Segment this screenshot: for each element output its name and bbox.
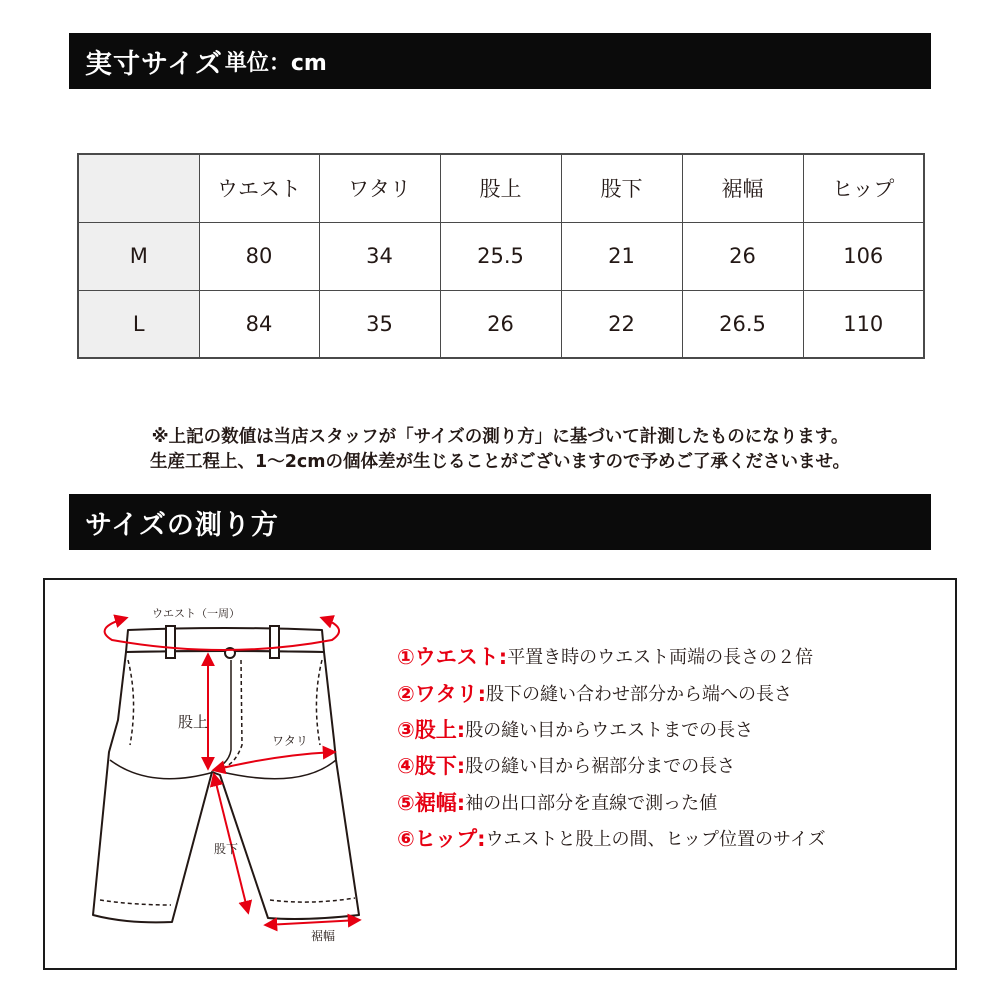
- table-cell: 22: [561, 290, 682, 358]
- legend-term: ⑥ヒップ:: [397, 827, 486, 852]
- table-header-cell: ウエスト: [199, 154, 319, 222]
- label-hem: 裾幅: [311, 929, 336, 943]
- table-cell: 80: [199, 222, 319, 290]
- table-cell: 26: [682, 222, 803, 290]
- legend-term: ②ワタリ:: [397, 681, 486, 706]
- size-header-title: 実寸サイズ: [85, 48, 223, 80]
- legend-desc: 股の縫い目からウエストまでの長さ: [465, 719, 754, 741]
- legend-item-hip: [397, 820, 826, 856]
- label-rise: 股上: [178, 713, 209, 731]
- legend-item-hem: [397, 784, 826, 820]
- size-label-cell: M: [78, 222, 199, 290]
- table-header-cell: 股下: [561, 154, 682, 222]
- label-thigh: ワタリ: [272, 734, 308, 748]
- table-cell: 26: [440, 290, 561, 358]
- measurement-legend: [397, 638, 826, 856]
- legend-desc: 平置き時のウエスト両端の長さの２倍: [507, 647, 814, 669]
- size-label-cell: L: [78, 290, 199, 358]
- legend-item-rise: [397, 711, 826, 747]
- table-cell: 25.5: [440, 222, 561, 290]
- table-header-cell: 裾幅: [682, 154, 803, 222]
- legend-item-waist: [397, 638, 826, 674]
- label-inseam: 股下: [214, 842, 239, 856]
- table-cell: 84: [199, 290, 319, 358]
- measurement-note: ※上記の数値は当店スタッフが「サイズの測り方」に基づいて計測したものになります。: [151, 427, 849, 447]
- legend-desc: 股下の縫い合わせ部分から端への長さ: [485, 683, 792, 705]
- legend-desc: ウエストと股上の間、ヒップ位置のサイズ: [485, 829, 826, 851]
- legend-term: ①ウエスト:: [397, 645, 508, 670]
- legend-term: ⑤裾幅:: [397, 790, 466, 815]
- table-cell: 106: [803, 222, 924, 290]
- legend-item-thigh: [397, 674, 826, 710]
- legend-item-inseam: [397, 747, 826, 783]
- table-cell: 34: [319, 222, 440, 290]
- variance-note: 生産工程上、1〜2cmの個体差が生じることがございますので予めご了承くださいませ。: [150, 452, 850, 472]
- table-header-cell: ヒップ: [803, 154, 924, 222]
- table-cell: 35: [319, 290, 440, 358]
- label-waist: ウエスト（一周）: [152, 607, 240, 620]
- table-header-cell: ワタリ: [319, 154, 440, 222]
- table-cell: 110: [803, 290, 924, 358]
- table-header-cell: 股上: [440, 154, 561, 222]
- size-header-unit: 単位：cm: [224, 50, 327, 76]
- table-cell: 21: [561, 222, 682, 290]
- table-cell: 26.5: [682, 290, 803, 358]
- legend-term: ③股上:: [397, 717, 466, 742]
- legend-desc: 袖の出口部分を直線で測った値: [465, 792, 718, 814]
- legend-term: ④股下:: [397, 754, 466, 779]
- shorts-outline: [93, 628, 359, 922]
- howto-header-title: サイズの測り方: [85, 509, 279, 541]
- legend-desc: 股の縫い目から裾部分までの長さ: [465, 756, 736, 778]
